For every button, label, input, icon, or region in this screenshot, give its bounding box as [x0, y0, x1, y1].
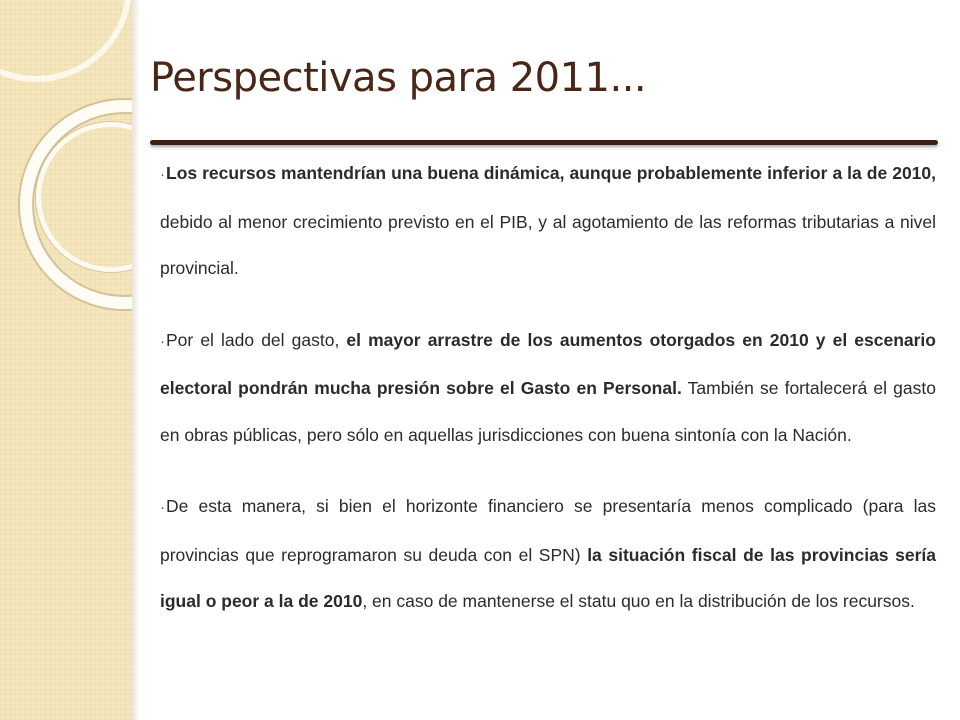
- paragraph-text-bold: el mayor arrastre de los aumentos otorgados en 2010 y el escenario electoral pondrán mucha presión sobre el Gasto en Personal.: [160, 329, 936, 398]
- paragraph-text: También se fortalecerá el gasto en obras públicas, pero sólo en aquellas jurisdicciones con buena sintonía con la Nación.: [160, 378, 936, 445]
- paragraph-text: debido al menor crecimiento previsto en el PIB, y al agotamiento de las reformas tributarias a nivel provincial.: [160, 211, 936, 278]
- bullet-paragraph: [160, 150, 936, 292]
- bullet-paragraph: [160, 317, 936, 459]
- paragraph-text-bold: Los recursos mantendrían una buena dinámica, aunque probablemente inferior a la de 2010,: [166, 163, 936, 183]
- slide-body: [160, 150, 936, 625]
- paragraph-text: De esta manera, si bien el horizonte financiero se presentaría menos complicado (para las provincias que reprogramaron su deuda con el SPN): [160, 496, 936, 565]
- title-underline: [150, 140, 938, 145]
- bullet-dot: ·: [160, 166, 165, 183]
- paragraph-text: Por el lado del gasto,: [166, 329, 347, 350]
- bullet-dot: ·: [160, 499, 165, 516]
- paragraph-text-bold: la situación fiscal de las provincias sería igual o peor a la de 2010: [160, 544, 936, 611]
- decorative-side-panel: [0, 0, 132, 720]
- bullet-paragraph: [160, 483, 936, 625]
- side-panel-shadow: [132, 0, 140, 720]
- paragraph-text: , en caso de mantenerse el statu quo en la distribución de los recursos.: [362, 591, 915, 611]
- slide-title: Perspectivas para 2011...: [150, 55, 647, 101]
- bullet-dot: ·: [160, 332, 165, 350]
- decorative-ring-top: [0, 0, 132, 82]
